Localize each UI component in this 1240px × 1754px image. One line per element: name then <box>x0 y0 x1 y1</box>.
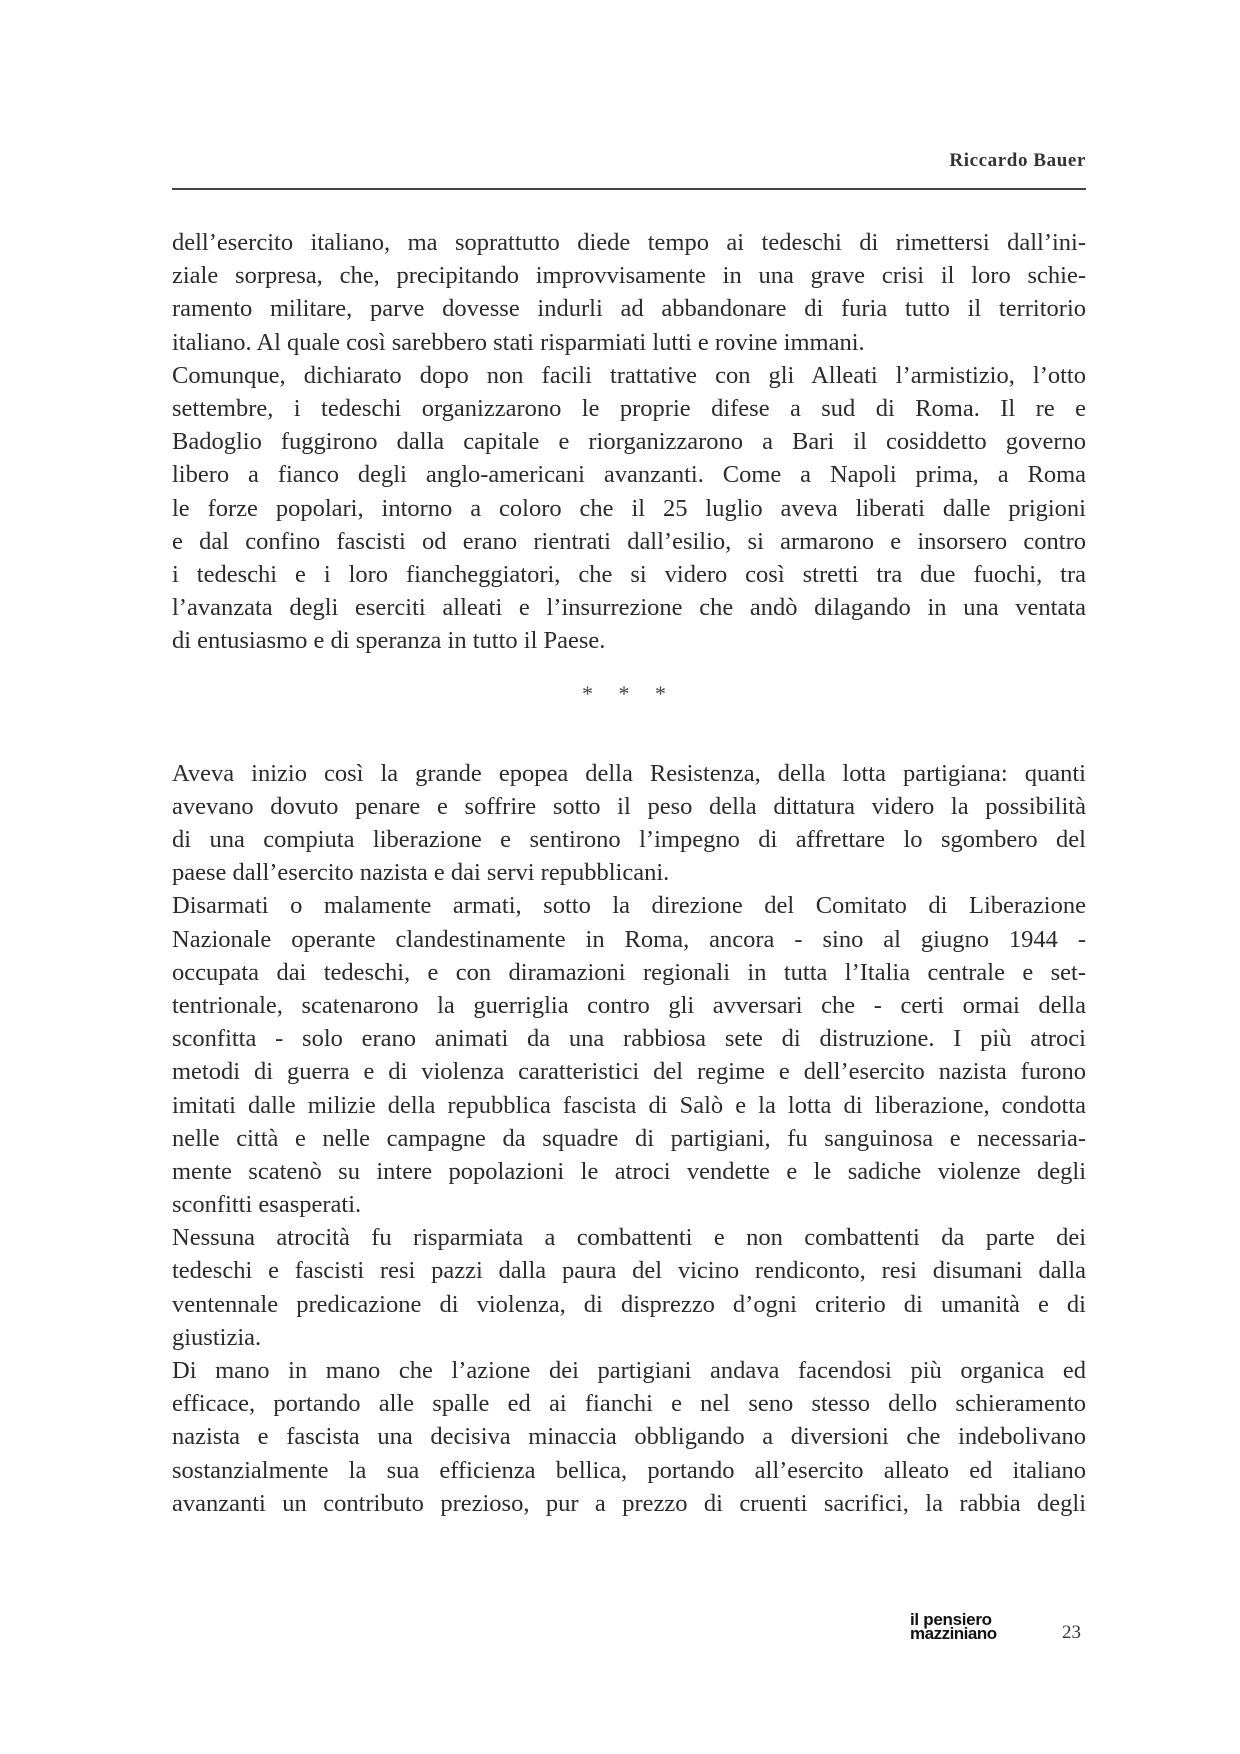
text-line: di entusiasmo e di speranza in tutto il Paese. <box>172 627 606 655</box>
text-line: ventennale predicazione di violenza, di disprezzo d’ogni criterio di umanità e di <box>172 1290 1086 1318</box>
text-line: tedeschi e fascisti resi pazzi dalla paura del vicino rendiconto, resi disumani dalla <box>172 1257 1086 1285</box>
text-line: occupata dai tedeschi, e con diramazioni regionali in tutta l’Italia centrale e set- <box>172 958 1086 986</box>
running-header-author: Riccardo Bauer <box>949 150 1086 171</box>
paragraph <box>172 359 1086 658</box>
text-line: di una compiuta liberazione e sentirono l’impegno di affrettare lo sgombero del <box>172 826 1086 853</box>
text-line: sconfitti esasperati. <box>172 1191 362 1219</box>
text-line: giustizia. <box>172 1323 262 1351</box>
text-line: ramento militare, parve dovesse indurli ad abbandonare di furia tutto il territorio <box>172 295 1086 323</box>
page-number: 23 <box>1062 1622 1081 1643</box>
text-line: imitati dalle milizie della repubblica fascista di Salò e la lotta di liberazione, condotta <box>172 1091 1086 1119</box>
text-line: nazista e fascista una decisiva minaccia obbligando a diversioni che indebolivano <box>172 1423 1086 1451</box>
text-line: metodi di guerra e di violenza caratteristici del regime e dell’esercito nazista furono <box>172 1058 1086 1086</box>
text-line: Aveva inizio così la grande epopea della Resistenza, della lotta partigiana: quanti <box>172 759 1086 787</box>
paragraph <box>172 1354 1086 1520</box>
text-line: nelle città e nelle campagne da squadre di partigiani, fu sanguinosa e necessaria- <box>172 1124 1086 1152</box>
text-line: Nessuna atrocità fu risparmiata a combattenti e non combattenti da parte dei <box>172 1224 1086 1252</box>
paragraph <box>172 889 1086 1221</box>
text-line: efficace, portando alle spalle ed ai fianchi e nel seno stesso dello schieramento <box>172 1390 1086 1418</box>
logo-line-2: mazziniano <box>910 1624 997 1643</box>
text-line: i tedeschi e i loro fiancheggiatori, che si videro così stretti tra due fuochi, tra <box>172 560 1086 588</box>
text-line: avevano dovuto penare e soffrire sotto il peso della dittatura videro la possibilità <box>172 792 1086 820</box>
text-line: dell’esercito italiano, ma soprattutto diede tempo ai tedeschi di rimettersi dall’ini- <box>172 229 1086 256</box>
text-line: avanzanti un contributo prezioso, pur a prezzo di cruenti sacrifici, la rabbia degli <box>172 1489 1086 1517</box>
text-line: sostanzialmente la sua efficienza bellica, portando all’esercito alleato ed italiano <box>172 1456 1086 1484</box>
section-separator: * * * <box>582 681 676 707</box>
text-line: Di mano in mano che l’azione dei partigiani andava facendosi più organica ed <box>172 1357 1086 1384</box>
text-line: le forze popolari, intorno a coloro che il 25 luglio aveva liberati dalle prigioni <box>172 494 1086 522</box>
text-line: Nazionale operante clandestinamente in Roma, ancora - sino al giugno 1944 - <box>172 925 1086 953</box>
body-text <box>172 226 1086 1520</box>
text-line: paese dall’esercito nazista e dai servi repubblicani. <box>172 859 670 887</box>
header-rule <box>172 188 1086 190</box>
logo-line-1: il pensiero <box>910 1610 992 1629</box>
text-line: settembre, i tedeschi organizzarono le proprie difese a sud di Roma. Il re e <box>172 394 1086 422</box>
text-line: e dal confino fascisti od erano rientrati dall’esilio, si armarono e insorsero contro <box>172 527 1086 555</box>
publication-logo <box>910 1610 997 1643</box>
text-line: Disarmati o malamente armati, sotto la direzione del Comitato di Liberazione <box>172 892 1086 920</box>
text-line: libero a fianco degli anglo-americani avanzanti. Come a Napoli prima, a Roma <box>172 461 1086 489</box>
text-line: ziale sorpresa, che, precipitando improvvisamente in una grave crisi il loro schie- <box>172 262 1086 290</box>
text-line: l’avanzata degli eserciti alleati e l’insurrezione che andò dilagando in una ventata <box>172 594 1086 622</box>
paragraph <box>172 1221 1086 1354</box>
text-line: Comunque, dichiarato dopo non facili trattative con gli Alleati l’armistizio, l’otto <box>172 361 1086 389</box>
text-line: tentrionale, scatenarono la guerriglia contro gli avversari che - certi ormai della <box>172 991 1086 1019</box>
text-line: italiano. Al quale così sarebbero stati risparmiati lutti e rovine immani. <box>172 328 865 356</box>
paragraph <box>172 226 1086 359</box>
paragraph <box>172 757 1086 890</box>
text-line: sconfitta - solo erano animati da una rabbiosa sete di distruzione. I più atroci <box>172 1025 1086 1053</box>
text-line: Badoglio fuggirono dalla capitale e riorganizzarono a Bari il cosiddetto governo <box>172 428 1086 456</box>
text-line: mente scatenò su intere popolazioni le atroci vendette e le sadiche violenze degli <box>172 1157 1086 1185</box>
